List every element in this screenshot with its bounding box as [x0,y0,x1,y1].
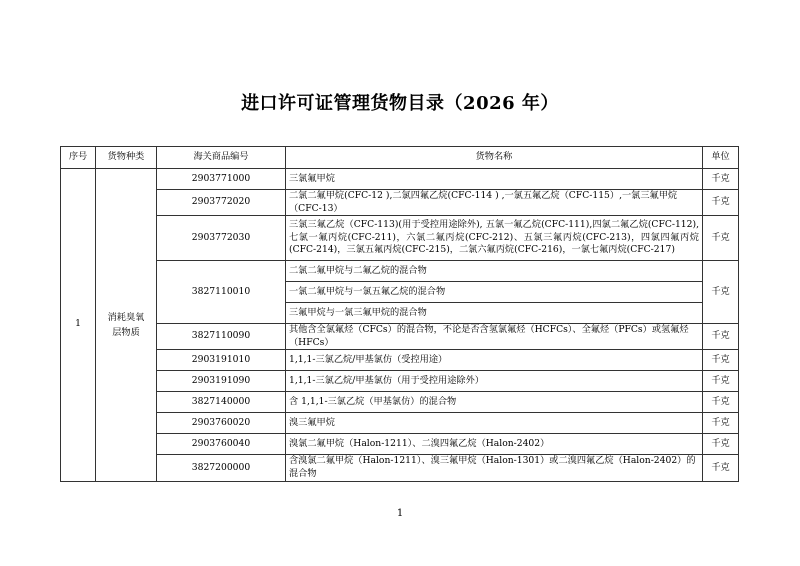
table-row [61,190,739,216]
unit: 千克 [703,371,739,392]
commodity-code: 2903772020 [157,190,286,216]
commodity-code: 2903771000 [157,169,286,190]
unit: 千克 [703,169,739,190]
group-seq: 1 [61,169,96,482]
table-row [61,371,739,392]
header-code: 海关商品编号 [157,147,286,169]
header-name: 货物名称 [286,147,703,169]
group-category: 消耗臭氧层物质 [96,169,157,482]
table-row [61,350,739,371]
unit: 千克 [703,261,739,324]
commodity-code: 3827110090 [157,324,286,350]
commodity-code: 2903191090 [157,371,286,392]
commodity-code: 2903760020 [157,413,286,434]
header-seq: 序号 [61,147,96,169]
goods-name: 1,1,1-三氯乙烷/甲基氯仿（受控用途） [286,350,703,371]
table-row [61,413,739,434]
goods-name: 1,1,1-三氯乙烷/甲基氯仿（用于受控用途除外） [286,371,703,392]
header-category: 货物种类 [96,147,157,169]
unit: 千克 [703,190,739,216]
commodity-code: 2903760040 [157,434,286,455]
table-row [61,169,739,190]
goods-name: 一氯二氟甲烷与一氯五氟乙烷的混合物 [286,282,703,303]
header-unit: 单位 [703,147,739,169]
goods-name: 含 1,1,1-三氯乙烷（甲基氯仿）的混合物 [286,392,703,413]
goods-name: 溴氯二氟甲烷（Halon-1211）、二溴四氟乙烷（Halon-2402） [286,434,703,455]
unit: 千克 [703,350,739,371]
unit: 千克 [703,392,739,413]
goods-name: 二氯二氟甲烷与二氟乙烷的混合物 [286,261,703,282]
commodity-code: 3827140000 [157,392,286,413]
table-row [61,216,739,261]
table-row [61,455,739,481]
document-title: 进口许可证管理货物目录（2026 年） [241,93,559,114]
unit: 千克 [703,216,739,261]
commodity-code: 3827110010 [157,261,286,324]
commodity-code: 2903191010 [157,350,286,371]
unit: 千克 [703,455,739,481]
table-row [61,324,739,350]
unit: 千克 [703,324,739,350]
header-row [61,147,739,169]
table-row [61,434,739,455]
unit: 千克 [703,434,739,455]
goods-name: 三氟甲烷与一氯三氟甲烷的混合物 [286,303,703,324]
goods-name: 二氯二氟甲烷(CFC-12 ),二氯四氟乙烷(CFC-114 ) ,一氯五氟乙烷（CFC-115）,一氯三氟甲烷（CFC-13） [286,190,703,216]
goods-name: 其他含全氯氟烃（CFCs）的混合物，不论是否含氢氯氟烃（HCFCs）、全氟烃（PFCs）或氢氟烃（HFCs） [286,324,703,350]
page-number: 1 [396,508,404,519]
table-row [61,261,739,282]
import-license-catalog-table [60,146,739,482]
table-row [61,392,739,413]
goods-name: 含溴氯二氟甲烷（Halon-1211）、溴三氟甲烷（Halon-1301）或二溴四氟乙烷（Halon-2402）的混合物 [286,455,703,481]
commodity-code: 2903772030 [157,216,286,261]
goods-name: 三氯氟甲烷 [286,169,703,190]
goods-name: 三氯三氟乙烷（CFC-113)(用于受控用途除外), 五氯一氟乙烷(CFC-111),四氯二氟乙烷(CFC-112),七氯一氟丙烷(CFC-211)，六氯二氟丙烷(CFC-212)、五氯三氟丙烷(CFC-213)，四氯四氟丙烷(CFC-214)，三氯五氟丙烷(CFC-215)，二氯六氟丙烷(CFC-216)，一氯七氟丙烷(CFC-217) [286,216,703,261]
unit: 千克 [703,413,739,434]
commodity-code: 3827200000 [157,455,286,481]
goods-name: 溴三氟甲烷 [286,413,703,434]
